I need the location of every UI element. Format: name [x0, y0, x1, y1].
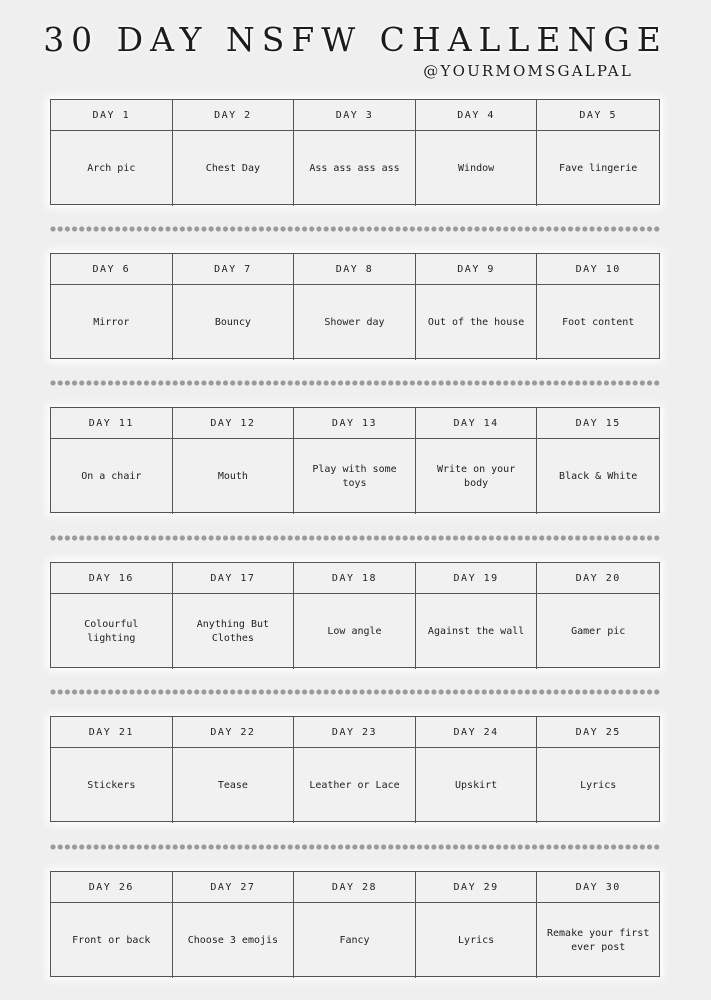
- day-prompt: On a chair: [51, 439, 173, 514]
- dotted-divider: [50, 844, 660, 852]
- day-prompt: Choose 3 emojis: [173, 903, 295, 978]
- day-label: DAY 4: [416, 100, 538, 131]
- day-prompt: Tease: [173, 748, 295, 823]
- page-title: 30 DAY NSFW CHALLENGE: [43, 20, 668, 59]
- day-label: DAY 13: [294, 408, 416, 439]
- day-label: DAY 26: [51, 872, 173, 903]
- day-label: DAY 19: [416, 563, 538, 594]
- dotted-divider: [50, 689, 660, 697]
- dotted-divider: [50, 535, 660, 543]
- day-label: DAY 1: [51, 100, 173, 131]
- day-prompt: Chest Day: [173, 131, 295, 206]
- day-label: DAY 25: [537, 717, 659, 748]
- day-prompt: Fancy: [294, 903, 416, 978]
- day-label: DAY 2: [173, 100, 295, 131]
- day-label: DAY 15: [537, 408, 659, 439]
- day-prompt: Lyrics: [580, 779, 617, 791]
- day-prompt: Out of the house: [416, 285, 538, 360]
- day-label: DAY 30: [537, 872, 659, 903]
- day-label: DAY 11: [51, 408, 173, 439]
- day-label: DAY 12: [173, 408, 295, 439]
- day-label: DAY 10: [537, 254, 659, 285]
- day-prompt: Arch pic: [51, 131, 173, 206]
- dotted-divider: [50, 226, 660, 234]
- day-prompt: Low angle: [294, 594, 416, 669]
- day-label: DAY 9: [416, 254, 538, 285]
- day-prompt: Against the wall: [416, 594, 538, 669]
- day-prompt: Window: [416, 131, 538, 206]
- day-prompt: Front or back: [51, 903, 173, 978]
- dotted-divider: [50, 380, 660, 388]
- day-label: DAY 28: [294, 872, 416, 903]
- day-prompt: Lyrics: [416, 903, 538, 978]
- day-prompt: Anything But Clothes: [173, 594, 295, 669]
- day-label: DAY 16: [51, 563, 173, 594]
- day-prompt: Remake your first ever post: [547, 927, 650, 953]
- day-prompt: Colourful lighting: [51, 594, 173, 669]
- week-row: [50, 562, 660, 668]
- day-label: DAY 20: [537, 563, 659, 594]
- day-label: DAY 17: [173, 563, 295, 594]
- day-label: DAY 3: [294, 100, 416, 131]
- day-label: DAY 29: [416, 872, 538, 903]
- day-label: DAY 8: [294, 254, 416, 285]
- day-label: DAY 23: [294, 717, 416, 748]
- day-label: DAY 14: [416, 408, 538, 439]
- week-row: [50, 253, 660, 359]
- day-prompt: Bouncy: [173, 285, 295, 360]
- day-label: DAY 5: [537, 100, 659, 131]
- day-prompt: Black & White: [559, 470, 638, 482]
- day-prompt: Ass ass ass ass: [294, 131, 416, 206]
- day-prompt: Mouth: [173, 439, 295, 514]
- week-row: [50, 99, 660, 205]
- day-prompt: Write on your body: [416, 439, 538, 514]
- week-row: [50, 716, 660, 822]
- day-label: DAY 22: [173, 717, 295, 748]
- day-prompt: Mirror: [51, 285, 173, 360]
- day-label: DAY 27: [173, 872, 295, 903]
- day-prompt: Gamer pic: [571, 625, 626, 637]
- day-prompt: Shower day: [294, 285, 416, 360]
- day-prompt: Stickers: [51, 748, 173, 823]
- day-prompt: Play with some toys: [294, 439, 416, 514]
- week-row: [50, 407, 660, 513]
- day-prompt: Foot content: [562, 316, 635, 328]
- day-label: DAY 18: [294, 563, 416, 594]
- week-row: [50, 871, 660, 977]
- day-prompt: Leather or Lace: [294, 748, 416, 823]
- author-handle: @YOURMOMSGALPAL: [423, 62, 633, 80]
- day-label: DAY 7: [173, 254, 295, 285]
- day-label: DAY 6: [51, 254, 173, 285]
- day-prompt: Fave lingerie: [559, 162, 638, 174]
- day-label: DAY 21: [51, 717, 173, 748]
- day-label: DAY 24: [416, 717, 538, 748]
- day-prompt: Upskirt: [416, 748, 538, 823]
